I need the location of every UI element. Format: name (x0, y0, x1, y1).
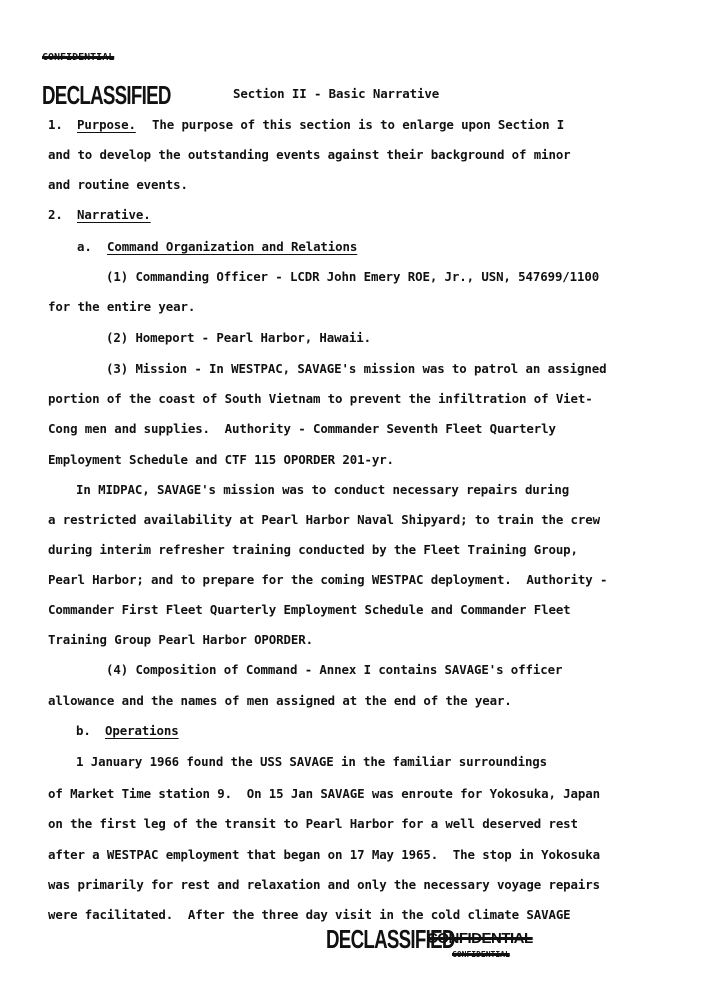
p1-line-2: and to develop the outstanding events against their background of minor (48, 147, 571, 162)
section-title: Section II - Basic Narrative (233, 86, 440, 101)
operations-line-4: after a WESTPAC employment that began on 17 May 1965. The stop in Yokosuka (48, 847, 600, 862)
operations-line-5: was primarily for rest and relaxation and only the necessary voyage repairs (48, 877, 600, 892)
operations-line-1: 1 January 1966 found the USS SAVAGE in the familiar surroundings (76, 754, 548, 769)
operations-line-2: of Market Time station 9. On 15 Jan SAVAGE was enroute for Yokosuka, Japan (48, 786, 600, 801)
classification-bottom-small: CONFIDENTIAL (452, 950, 510, 959)
a4-line-2: allowance and the names of men assigned at the end of the year. (48, 693, 512, 708)
p2-heading: Narrative. (77, 207, 151, 222)
a1-line-2: for the entire year. (48, 299, 196, 314)
midpac-line-3: during interim refresher training conducted by the Fleet Training Group, (48, 542, 578, 557)
a3-line-4: Employment Schedule and CTF 115 OPORDER 201-yr. (48, 452, 394, 467)
b-label: b. (76, 723, 91, 738)
midpac-line-4: Pearl Harbor; and to prepare for the coming WESTPAC deployment. Authority - (48, 572, 608, 587)
confidential-bottom-struck: CONFIDENTIAL (427, 930, 533, 947)
midpac-line-2: a restricted availability at Pearl Harbor Naval Shipyard; to train the crew (48, 512, 600, 527)
a4-line-1: (4) Composition of Command - Annex I contains SAVAGE's officer (106, 662, 563, 677)
midpac-line-5: Commander First Fleet Quarterly Employment Schedule and Commander Fleet (48, 602, 571, 617)
p2-number: 2. (48, 207, 63, 222)
operations-line-6: were facilitated. After the three day visit in the cold climate SAVAGE (48, 907, 571, 922)
classification-top-struck: CONFIDENTIAL (42, 52, 115, 63)
declassified-stamp-top: DECLASSIFIED (42, 80, 171, 110)
p1-line-3: and routine events. (48, 177, 188, 192)
p1-heading: Purpose. (77, 117, 136, 132)
p1-line-1: The purpose of this section is to enlarge upon Section I (152, 117, 565, 132)
a3-line-2: portion of the coast of South Vietnam to prevent the infiltration of Viet- (48, 391, 593, 406)
a1-line-1: (1) Commanding Officer - LCDR John Emery ROE, Jr., USN, 547699/1100 (106, 269, 600, 284)
a-label: a. (77, 239, 92, 254)
midpac-line-6: Training Group Pearl Harbor OPORDER. (48, 632, 313, 647)
declassified-stamp-bottom: DECLASSIFIED (326, 924, 455, 954)
p1-number: 1. (48, 117, 63, 132)
midpac-line-1: In MIDPAC, SAVAGE's mission was to conduct necessary repairs during (76, 482, 570, 497)
b-heading: Operations (105, 723, 179, 738)
a-heading: Command Organization and Relations (107, 239, 358, 254)
a3-line-3: Cong men and supplies. Authority - Commander Seventh Fleet Quarterly (48, 421, 556, 436)
operations-line-3: on the first leg of the transit to Pearl Harbor for a well deserved rest (48, 816, 578, 831)
a3-line-1: (3) Mission - In WESTPAC, SAVAGE's mission was to patrol an assigned (106, 361, 607, 376)
a2-line-1: (2) Homeport - Pearl Harbor, Hawaii. (106, 330, 371, 345)
